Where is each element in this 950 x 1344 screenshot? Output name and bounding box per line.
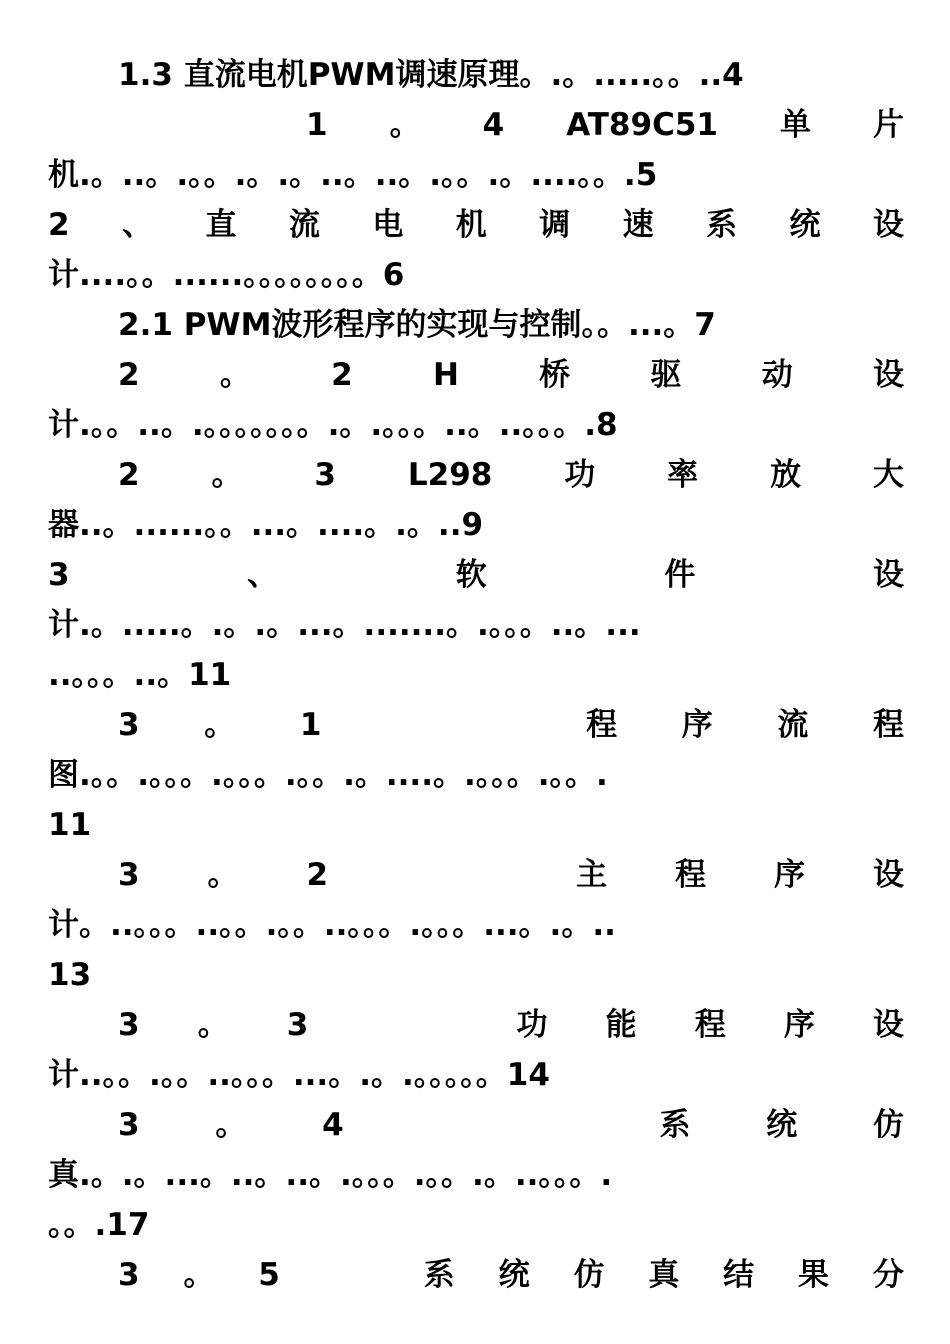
toc-token: 。 (211, 457, 243, 493)
toc-token: 3 (48, 557, 70, 593)
toc-entry-3-2 (118, 850, 904, 900)
toc-entry-1-3: 1.3 直流电机PWM调速原理。.。.....。。..4 (118, 57, 744, 93)
toc-token: 设 (872, 357, 904, 393)
toc-token: 程 (586, 707, 618, 743)
toc-token: 3 (118, 1107, 140, 1143)
toc-entry-2-3 (118, 450, 904, 500)
toc-token: 。 (183, 1257, 215, 1293)
toc-token: 设 (872, 207, 904, 243)
toc-token: 放 (770, 457, 802, 493)
toc-token: 功 (516, 1007, 548, 1043)
toc-token: 3 (118, 707, 140, 743)
toc-token: 设 (872, 857, 904, 893)
toc-token: 果 (798, 1257, 830, 1293)
toc-token: 3 (118, 1257, 140, 1293)
toc-entry-3-4-leader-end: 。。.17 (48, 1207, 150, 1243)
toc-entry-3-1 (118, 700, 904, 750)
toc-token: 统 (498, 1257, 530, 1293)
toc-token: 。 (204, 707, 236, 743)
toc-token: 系 (706, 207, 738, 243)
toc-token: 片 (873, 107, 904, 143)
toc-token: 功 (564, 457, 596, 493)
toc-token: 仿 (872, 1107, 904, 1143)
toc-token: 调 (539, 207, 571, 243)
toc-token: 序 (783, 1007, 815, 1043)
toc-token: L298 (407, 457, 493, 493)
toc-token: 流 (288, 207, 320, 243)
toc-entry-2 (48, 200, 904, 250)
toc-token: 、 (247, 557, 279, 593)
toc-token: AT89C51 (566, 107, 718, 143)
toc-entry-2-leader: 计....。。......。。。。。。。。6 (48, 257, 405, 293)
toc-token: 5 (258, 1257, 280, 1293)
toc-token: 。 (197, 1007, 229, 1043)
toc-token: 率 (667, 457, 699, 493)
toc-token: 速 (622, 207, 654, 243)
toc-token: 3 (314, 457, 336, 493)
toc-token: 4 (482, 107, 505, 143)
toc-token: H (432, 357, 459, 393)
toc-token: 能 (605, 1007, 637, 1043)
toc-token: 流 (777, 707, 809, 743)
toc-token: 4 (322, 1107, 344, 1143)
toc-token: 系 (423, 1257, 455, 1293)
toc-entry-3-4-leader: 真.。.。...。..。..。.。。。.。。.。..。。。. (48, 1157, 613, 1193)
toc-token: 设 (872, 1007, 904, 1043)
toc-token: 程 (873, 707, 904, 743)
toc-token: 软 (455, 557, 487, 593)
toc-token: 直 (205, 207, 237, 243)
toc-token: 结 (723, 1257, 755, 1293)
toc-entry-3-leader-end: ..。。。..。11 (48, 657, 232, 693)
toc-token: 3 (286, 1007, 309, 1043)
toc-token: 电 (372, 207, 404, 243)
toc-entry-3-5 (118, 1250, 904, 1300)
toc-entry-3-1-leader: 图.。。.。。。.。。。.。。.。....。.。。。.。。. (48, 757, 608, 793)
toc-token: 统 (789, 207, 821, 243)
toc-entry-3 (48, 550, 904, 600)
toc-token: 、 (122, 207, 154, 243)
toc-token: 。 (389, 107, 421, 143)
toc-entry-2-3-leader: 器..。......。。...。....。.。..9 (48, 507, 484, 543)
toc-token: 主 (576, 857, 608, 893)
toc-entry-3-3-leader: 计..。。.。。..。。。...。.。.。。。。。14 (48, 1057, 550, 1093)
toc-token: 3 (118, 1007, 140, 1043)
toc-entry-3-2-page: 13 (48, 957, 92, 993)
toc-entry-2-1: 2.1 PWM波形程序的实现与控制。。...。7 (118, 307, 716, 343)
toc-token: 3 (118, 857, 140, 893)
toc-entry-1-4-leader: 机.。..。.。。.。.。..。..。.。。.。....。。.5 (48, 157, 658, 193)
toc-token: 驱 (650, 357, 682, 393)
toc-token: 单 (779, 107, 811, 143)
toc-token: 桥 (539, 357, 571, 393)
toc-entry-2-2 (118, 350, 904, 400)
toc-token: 设 (872, 557, 904, 593)
toc-token: 件 (664, 557, 696, 593)
toc-token: 2 (118, 357, 140, 393)
toc-token: 仿 (573, 1257, 605, 1293)
toc-token: 大 (872, 457, 904, 493)
toc-token: 1 (306, 107, 328, 143)
toc-token: 2 (48, 207, 70, 243)
toc-entry-1-4 (118, 100, 904, 150)
toc-entry-3-2-leader: 计。..。。。..。。.。。..。。。.。。。...。.。.. (48, 907, 616, 943)
toc-token: 1 (299, 707, 322, 743)
toc-token: 2 (118, 457, 140, 493)
toc-token: 真 (648, 1257, 680, 1293)
toc-token: 机 (455, 207, 487, 243)
toc-token: 动 (761, 357, 793, 393)
toc-token: 分 (872, 1257, 904, 1293)
toc-token: 系 (659, 1107, 691, 1143)
toc-token: 2 (306, 857, 329, 893)
toc-entry-3-leader: 计.。.....。.。.。...。.......。.。。。..。... (48, 607, 641, 643)
toc-entry-3-3 (118, 1000, 904, 1050)
toc-token: 序 (774, 857, 805, 893)
toc-token: 程 (694, 1007, 726, 1043)
toc-token: 统 (766, 1107, 798, 1143)
toc-token: 。 (219, 357, 251, 393)
toc-token: 序 (681, 707, 713, 743)
toc-entry-2-2-leader: 计.。。..。.。。。。。。。.。.。。。..。..。。。.8 (48, 407, 618, 443)
toc-token: 。 (207, 857, 239, 893)
toc-token: 程 (675, 857, 707, 893)
toc-token: 2 (331, 357, 353, 393)
toc-token: 。 (215, 1107, 247, 1143)
toc-entry-3-4 (118, 1100, 904, 1150)
toc-entry-3-1-page: 11 (48, 807, 92, 843)
